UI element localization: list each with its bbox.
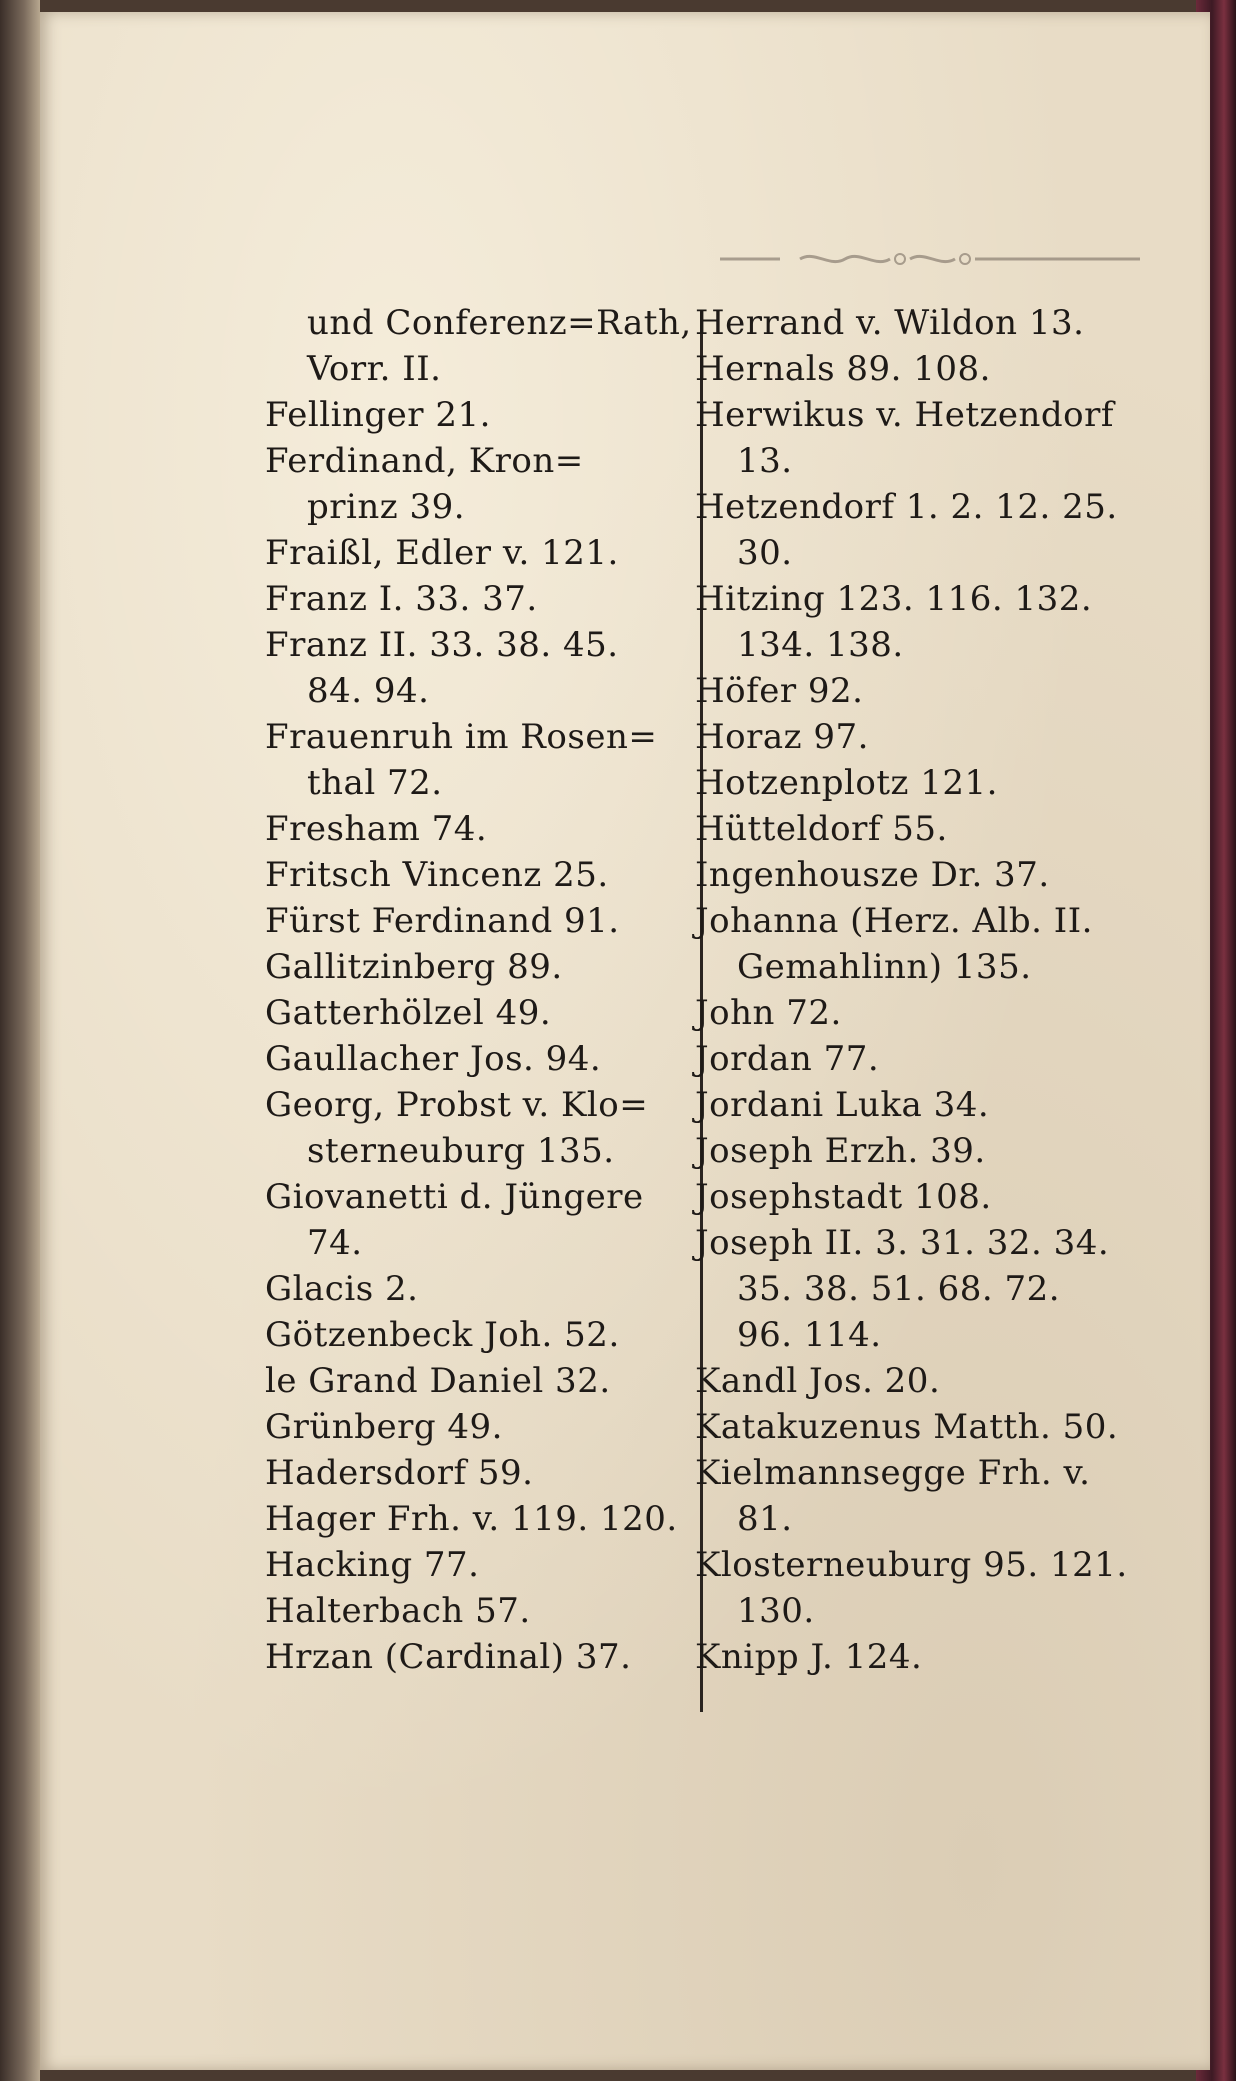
index-entry: Gaullacher Jos. 94. — [265, 1039, 602, 1079]
index-entry: Fresham 74. — [265, 809, 488, 849]
index-entry: le Grand Daniel 32. — [265, 1361, 611, 1401]
index-entry: Josephstadt 108. — [695, 1177, 992, 1217]
index-entry: Hager Frh. v. 119. 120. — [265, 1499, 678, 1539]
index-entry: Joseph Erzh. 39. — [695, 1131, 986, 1171]
index-entry: thal 72. — [307, 763, 443, 803]
index-entry: Kandl Jos. 20. — [695, 1361, 941, 1401]
index-entry: Vorr. II. — [307, 349, 442, 389]
index-entry: 84. 94. — [307, 671, 430, 711]
index-entry: Ingenhousze Dr. 37. — [695, 855, 1050, 895]
index-entry: Giovanetti d. Jüngere — [265, 1177, 644, 1217]
index-entry: 13. — [737, 441, 793, 481]
index-entry: Johanna (Herz. Alb. II. — [695, 901, 1093, 941]
index-entry: Gallitzinberg 89. — [265, 947, 563, 987]
index-entry: 35. 38. 51. 68. 72. — [737, 1269, 1061, 1309]
index-entry: Herrand v. Wildon 13. — [695, 303, 1085, 343]
index-entry: Hitzing 123. 116. 132. — [695, 579, 1093, 619]
index-entry: Joseph II. 3. 31. 32. 34. — [695, 1223, 1110, 1263]
index-entry: Frauenruh im Rosen= — [265, 717, 658, 757]
index-entry: Fellinger 21. — [265, 395, 491, 435]
index-entry: Katakuzenus Matth. 50. — [695, 1407, 1119, 1447]
index-entry: Kielmannsegge Frh. v. — [695, 1453, 1091, 1493]
index-entry: Georg, Probst v. Klo= — [265, 1085, 649, 1125]
index-entry: Jordani Luka 34. — [695, 1085, 990, 1125]
index-entry: Herwikus v. Hetzendorf — [695, 395, 1114, 435]
index-entry: und Conferenz=Rath, — [307, 303, 692, 343]
index-column-left — [265, 300, 692, 1680]
index-entry: Franz II. 33. 38. 45. — [265, 625, 619, 665]
index-entry: 134. 138. — [737, 625, 904, 665]
index-entry: 30. — [737, 533, 793, 573]
index-entry: 74. — [307, 1223, 363, 1263]
index-entry: Fürst Ferdinand 91. — [265, 901, 620, 941]
index-entry: John 72. — [695, 993, 842, 1033]
index-entry: Hütteldorf 55. — [695, 809, 948, 849]
index-entry: 81. — [737, 1499, 793, 1539]
index-entry: Fraißl, Edler v. 121. — [265, 533, 619, 573]
book-left-edge — [0, 0, 40, 2081]
index-entry: Glacis 2. — [265, 1269, 419, 1309]
index-entry: Hetzendorf 1. 2. 12. 25. — [695, 487, 1118, 527]
index-entry: Fritsch Vincenz 25. — [265, 855, 609, 895]
index-entry: Knipp J. 124. — [695, 1637, 923, 1677]
index-entry: Jordan 77. — [695, 1039, 880, 1079]
index-entry: Horaz 97. — [695, 717, 869, 757]
header-ornament — [720, 252, 1140, 266]
index-entry: prinz 39. — [307, 487, 466, 527]
index-entry: Gatterhölzel 49. — [265, 993, 552, 1033]
index-entry: 96. 114. — [737, 1315, 882, 1355]
index-entry: Hotzenplotz 121. — [695, 763, 998, 803]
index-entry: Götzenbeck Joh. 52. — [265, 1315, 620, 1355]
index-entry: Gemahlinn) 135. — [737, 947, 1032, 987]
index-entry: Klosterneuburg 95. 121. — [695, 1545, 1128, 1585]
index-entry: Franz I. 33. 37. — [265, 579, 538, 619]
index-entry: 130. — [737, 1591, 815, 1631]
index-column-right — [695, 300, 1128, 1680]
index-entry: sterneuburg 135. — [307, 1131, 615, 1171]
index-entry: Halterbach 57. — [265, 1591, 531, 1631]
index-entry: Höfer 92. — [695, 671, 864, 711]
index-entry: Ferdinand, Kron= — [265, 441, 584, 481]
index-entry: Hernals 89. 108. — [695, 349, 991, 389]
index-entry: Hrzan (Cardinal) 37. — [265, 1637, 632, 1677]
index-entry: Grünberg 49. — [265, 1407, 503, 1447]
index-entry: Hadersdorf 59. — [265, 1453, 534, 1493]
index-entry: Hacking 77. — [265, 1545, 480, 1585]
